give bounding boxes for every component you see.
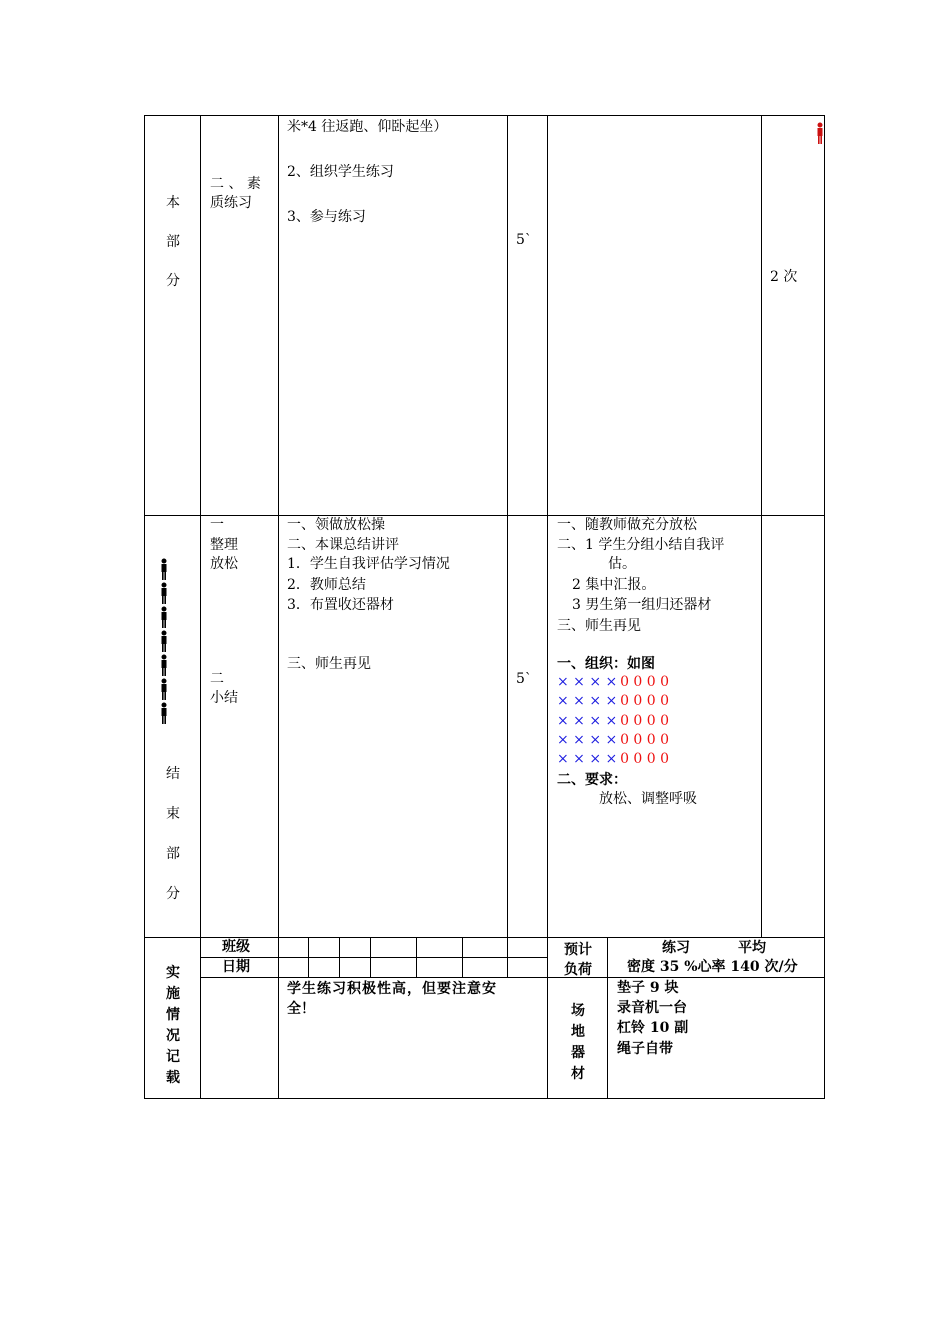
person-figure-icon	[159, 582, 169, 604]
main-count: 2 次	[770, 269, 798, 285]
load-line-2: 密度 35 %心率 140 次/分	[627, 959, 798, 975]
equipment-item: 杠铃 10 副	[617, 1020, 689, 1036]
formation-row: × × × × 0 0 0 0	[557, 693, 670, 709]
end-sub-label: 二	[210, 671, 224, 687]
venue-label: 场 地 器 材	[571, 1003, 585, 1082]
student-activity-line: 估。	[608, 556, 636, 572]
main-sub-label-2: 质练习	[210, 195, 252, 211]
equipment-item: 录音机一台	[617, 1000, 687, 1016]
end-content-line: 一、领做放松操	[287, 517, 385, 533]
student-activity-line: 三、师生再见	[557, 618, 641, 634]
person-figure-icon	[159, 606, 169, 628]
end-content-line: 三、师生再见	[287, 656, 371, 672]
formation-row: × × × × 0 0 0 0	[557, 751, 670, 767]
load-line-1-b: 平均	[738, 940, 766, 956]
student-activity-line: 一、随教师做充分放松	[557, 517, 697, 533]
main-part-label: 本 部 分	[166, 195, 180, 289]
main-content-line: 3、参与练习	[287, 209, 366, 225]
requirement-title: 二、要求：	[557, 772, 627, 788]
student-activity-line: 3 男生第一组归还器材	[572, 597, 712, 613]
student-activity-line: 2 集中汇报。	[572, 577, 656, 593]
end-time: 5`	[516, 671, 532, 687]
main-time: 5`	[516, 232, 532, 248]
formation-row: × × × × 0 0 0 0	[557, 713, 670, 729]
main-content-line: 2、组织学生练习	[287, 164, 394, 180]
load-label: 预计 负荷	[564, 942, 592, 978]
student-activity-line: 二、1 学生分组小结自我评	[557, 537, 725, 553]
record-section-label: 实 施 情 况 记 载	[166, 965, 180, 1086]
equipment-item: 绳子自带	[617, 1041, 673, 1057]
formation-row: × × × × 0 0 0 0	[557, 732, 670, 748]
end-content-line: 3．布置收还器材	[287, 597, 394, 613]
lesson-note: 学生练习积极性高，但要注意安 全！	[287, 981, 497, 1017]
end-content-line: 2．教师总结	[287, 577, 366, 593]
person-figure-icon	[159, 558, 169, 580]
person-figure-red-icon	[815, 122, 825, 144]
main-content-line: 米*4 往返跑、仰卧起坐）	[287, 119, 448, 135]
end-content-line: 二、本课总结讲评	[287, 537, 399, 553]
end-sub-label: 小结	[210, 690, 238, 706]
date-label: 日期	[222, 959, 250, 975]
formation-row: × × × × 0 0 0 0	[557, 674, 670, 690]
load-line-1-a: 练习	[662, 940, 690, 956]
end-sub-label: 放松	[210, 556, 238, 572]
equipment-item: 垫子 9 块	[617, 980, 679, 996]
class-label: 班级	[222, 939, 250, 955]
person-figure-icon	[159, 702, 169, 724]
person-figure-icon	[159, 678, 169, 700]
requirement-text: 放松、调整呼吸	[599, 791, 697, 807]
organization-title: 一、组织：如图	[557, 656, 655, 672]
end-content-line: 1．学生自我评估学习情况	[287, 556, 450, 572]
end-part-label: 结 束 部 分	[166, 766, 180, 902]
person-figure-icon	[159, 654, 169, 676]
person-figure-icon	[159, 630, 169, 652]
end-sub-label: 整理	[210, 537, 238, 553]
main-sub-label-1: 二 、 素	[210, 176, 261, 192]
end-sub-label: 一	[210, 517, 224, 533]
